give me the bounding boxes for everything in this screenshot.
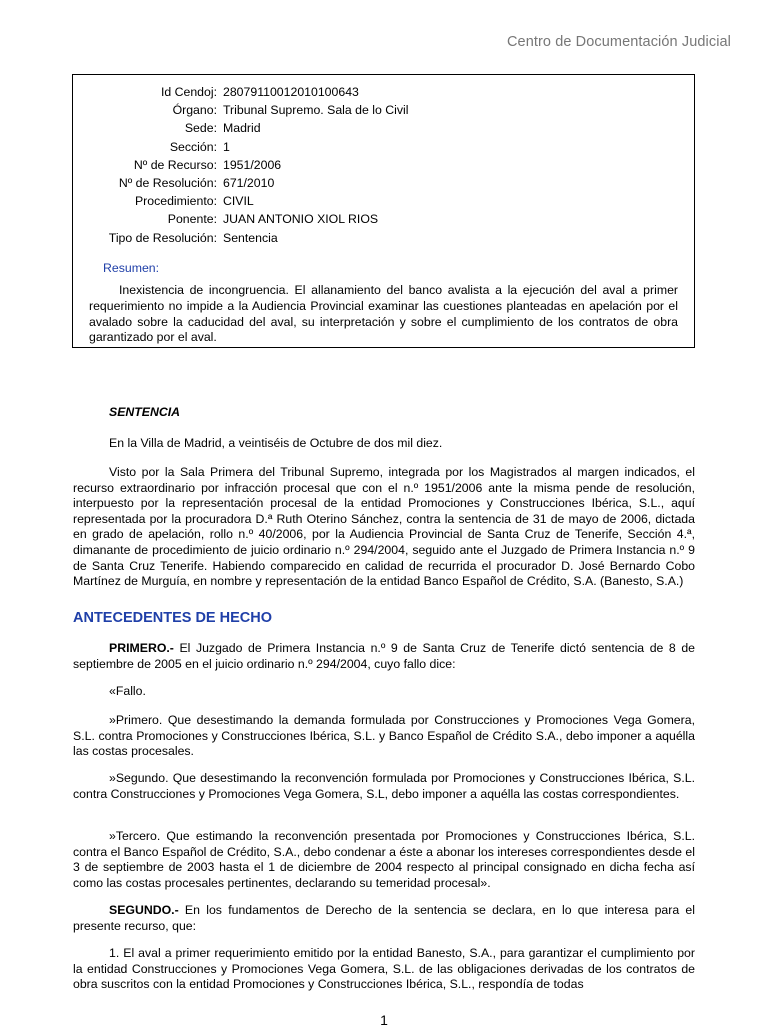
primero-label: PRIMERO.- bbox=[109, 641, 174, 655]
metadata-label: Órgano: bbox=[172, 103, 217, 118]
metadata-value: 671/2010 bbox=[223, 176, 275, 191]
fallo-segundo-block bbox=[73, 771, 695, 802]
antecedentes-title: ANTECEDENTES DE HECHO bbox=[73, 610, 272, 626]
metadata-label: Nº de Recurso: bbox=[133, 157, 217, 172]
metadata-label: Procedimiento: bbox=[134, 194, 217, 209]
metadata-label: Sede: bbox=[184, 121, 217, 136]
segundo-text: En los fundamentos de Derecho de la sentencia se declara, en lo que interesa para el presente recurso, que: bbox=[73, 903, 695, 933]
metadata-box bbox=[72, 74, 695, 348]
metadata-value: 1 bbox=[223, 139, 230, 154]
resumen-label: Resumen: bbox=[103, 261, 160, 275]
fallo-tercero-block bbox=[73, 829, 695, 891]
resumen-text bbox=[89, 283, 678, 346]
fallo-tercero: »Tercero. Que estimando la reconvención presentada por Promociones y Construcciones Ibérica, S.L. contra el Banco Español de Crédito, S.A., debo condenar a éste a abonar los intereses correspondientes desde el 3 de septiembre de 2003 hasta el 1 de diciembre de 2004 respecto al principal consignado en dicha fecha así como las costas procesales pertinentes, declarando su temeridad procesal». bbox=[73, 829, 695, 890]
metadata-table bbox=[73, 83, 408, 247]
fallo-segundo: »Segundo. Que desestimando la reconvención formulada por Promociones y Construcciones Ibérica, S.L. contra Construcciones y Promociones Vega Gomera, S.L, debo imponer a aquélla las costas correspondientes. bbox=[73, 771, 695, 801]
sentencia-heading: SENTENCIA bbox=[109, 405, 181, 419]
sentencia-heading-block bbox=[73, 405, 695, 421]
metadata-row bbox=[73, 174, 408, 192]
intro-block bbox=[73, 465, 695, 590]
metadata-label: Sección: bbox=[169, 139, 217, 154]
metadata-label: Id Cendoj: bbox=[160, 85, 217, 99]
fallo-primero-block bbox=[73, 713, 695, 760]
intro-paragraph: Visto por la Sala Primera del Tribunal Supremo, integrada por los Magistrados al margen indicados, el recurso extraordinario por infracción procesal que con el n.º 1951/2006 ante la misma pende de resolución, interpuesto por la representación procesal de la entidad Promociones y Construcciones Ibérica, S.L., aquí representada por la procuradora D.ª Ruth Oterino Sánchez, contra la sentencia de 31 de mayo de 2006, dictada en grado de apelación, rollo n.º 40/2006, por la Audiencia Provincial de Santa Cruz de Tenerife, Sección 4.ª, dimanante de procedimiento de juicio ordinario n.º 294/2004, seguido ante el Juzgado de Primera Instancia n.º 9 de Santa Cruz Tenerife. Habiendo comparecido en calidad de recurrida el procurador D. José Bernardo Cobo Martínez de Murguía, en nombre y representación de la entidad Banco Español de Crédito, S.A. (Banesto, S.A.) bbox=[73, 465, 695, 589]
metadata-value: 1951/2006 bbox=[223, 157, 282, 172]
segundo-block bbox=[73, 903, 695, 934]
metadata-row bbox=[73, 210, 408, 228]
segundo-label: SEGUNDO.- bbox=[109, 903, 179, 917]
metadata-label: Ponente: bbox=[167, 212, 217, 227]
fallo-text: «Fallo. bbox=[109, 684, 146, 698]
fallo-block bbox=[73, 684, 695, 700]
metadata-row bbox=[73, 192, 408, 210]
metadata-value: Sentencia bbox=[223, 230, 278, 245]
primero-paragraph bbox=[73, 641, 695, 672]
metadata-value: Madrid bbox=[223, 121, 261, 136]
metadata-label: Nº de Resolución: bbox=[118, 176, 217, 191]
metadata-row bbox=[73, 229, 408, 247]
place-date: En la Villa de Madrid, a veintiséis de Octubre de dos mil diez. bbox=[109, 436, 443, 450]
page-number: 1 bbox=[380, 1012, 388, 1028]
metadata-row bbox=[73, 138, 408, 156]
metadata-row bbox=[73, 119, 408, 137]
metadata-label: Tipo de Resolución: bbox=[108, 230, 217, 245]
metadata-value: 28079110012010100643 bbox=[223, 85, 359, 99]
metadata-value: JUAN ANTONIO XIOL RIOS bbox=[223, 212, 379, 227]
resumen-paragraph: Inexistencia de incongruencia. El allanamiento del banco avalista a la ejecución del aval a primer requerimiento no impide a la Audiencia Provincial examinar las cuestiones planteadas en apelación por el avalado sobre la caducidad del aval, su interpretación y sobre el cumplimiento de los contratos de obra garantizado por el aval. bbox=[89, 283, 678, 345]
primero-text: El Juzgado de Primera Instancia n.º 9 de Santa Cruz de Tenerife dictó sentencia de 8 de septiembre de 2005 en el juicio ordinario n.º 294/2004, cuyo fallo dice: bbox=[73, 641, 695, 671]
punto-1: 1. El aval a primer requerimiento emitido por la entidad Banesto, S.A., para garantizar el cumplimiento por la entidad Construcciones y Promociones Vega Gomera, S.L. de las obligaciones derivadas de los contratos de obra suscritos con la entidad Promociones y Construcciones Ibérica, S.L., respondía de todas bbox=[73, 946, 695, 992]
primero-block bbox=[73, 641, 695, 672]
place-date-block bbox=[73, 436, 695, 452]
document-center-title: Centro de Documentación Judicial bbox=[506, 34, 731, 50]
metadata-row bbox=[73, 83, 408, 101]
metadata-row bbox=[73, 156, 408, 174]
metadata-value: CIVIL bbox=[223, 194, 254, 209]
fallo-primero: »Primero. Que desestimando la demanda formulada por Construcciones y Promociones Vega Gomera, S.L. contra Promociones y Construcciones Ibérica, S.L. y Banco Español de Crédito S.A., debo imponer a aquélla las costas procesales. bbox=[73, 713, 695, 759]
metadata-value: Tribunal Supremo. Sala de lo Civil bbox=[223, 103, 409, 118]
segundo-paragraph bbox=[73, 903, 695, 934]
punto-1-block bbox=[73, 946, 695, 993]
metadata-row bbox=[73, 101, 408, 119]
